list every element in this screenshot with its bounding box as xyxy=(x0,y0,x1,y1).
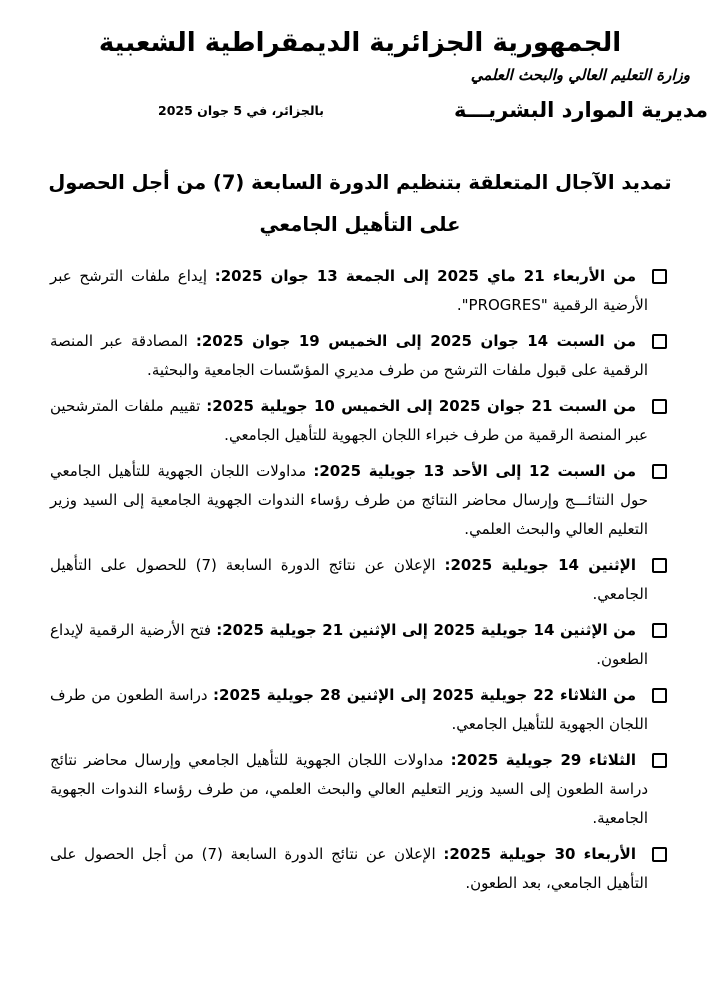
schedule-item-text xyxy=(50,397,648,444)
schedule-item-text xyxy=(50,462,648,538)
schedule-item xyxy=(0,746,720,833)
schedule-item xyxy=(0,327,720,385)
schedule-item-date: من الأربعاء 21 ماي 2025 إلى الجمعة 13 جوان 2025: xyxy=(214,267,636,285)
document-title xyxy=(0,162,720,246)
schedule-item-description: الإعلان عن نتائج الدورة السابعة (7) للحصول على التأهيل الجامعي. xyxy=(50,556,648,603)
schedule-item-description: إيداع ملفات الترشح عبر الأرضية الرقمية "PROGRES". xyxy=(50,267,648,314)
schedule-item-date: الثلاثاء 29 جويلية 2025: xyxy=(450,751,637,769)
checkbox-bullet-icon xyxy=(652,688,667,703)
schedule-item-text xyxy=(50,332,648,379)
schedule-item-date: من السبت 21 جوان 2025 إلى الخميس 10 جويلية 2025: xyxy=(206,397,636,415)
ministry-title: وزارة التعليم العالي والبحث العلمي xyxy=(470,66,690,84)
checkbox-bullet-icon xyxy=(652,399,667,414)
schedule-item-description: فتح الأرضية الرقمية لإيداع الطعون. xyxy=(50,621,648,668)
checkbox-bullet-icon xyxy=(652,847,667,862)
document-title-line2: على التأهيل الجامعي xyxy=(259,213,461,236)
schedule-item-text xyxy=(50,267,648,314)
document-title-line1: تمديد الآجال المتعلقة بتنظيم الدورة السابعة (7) من أجل الحصول xyxy=(48,171,672,194)
schedule-item-description: تقييم ملفات المترشحين عبر المنصة الرقمية من طرف خبراء اللجان الجهوية للتأهيل الجامعي. xyxy=(50,397,648,444)
checkbox-bullet-icon xyxy=(652,753,667,768)
schedule-item-text xyxy=(50,751,648,827)
schedule-item-description: مداولات اللجان الجهوية للتأهيل الجامعي وإرسال محاضر نتائج دراسة الطعون إلى السيد وزير التعليم العالي والبحث العلمي، من طرف رؤساء الندوات الجهوية الجامعية. xyxy=(50,751,648,827)
schedule-item-text xyxy=(50,845,648,892)
schedule-item-text xyxy=(50,556,648,603)
schedule-item-date: من السبت 14 جوان 2025 إلى الخميس 19 جوان 2025: xyxy=(195,332,636,350)
schedule-item-text xyxy=(50,686,648,733)
schedule-item-text xyxy=(50,621,648,668)
checkbox-bullet-icon xyxy=(652,558,667,573)
schedule-item-date: الأربعاء 30 جويلية 2025: xyxy=(443,845,636,863)
checkbox-bullet-icon xyxy=(652,269,667,284)
schedule-item xyxy=(0,262,720,320)
schedule-item-date: من الثلاثاء 22 جويلية 2025 إلى الإثنين 28 جويلية 2025: xyxy=(213,686,636,704)
schedule-item xyxy=(0,392,720,450)
schedule-item-date: من السبت 12 إلى الأحد 13 جويلية 2025: xyxy=(313,462,636,480)
schedule-item-date: من الإثنين 14 جويلية 2025 إلى الإثنين 21 جويلية 2025: xyxy=(216,621,636,639)
schedule-item xyxy=(0,840,720,898)
schedule-item xyxy=(0,457,720,544)
directorate-title: مديرية الموارد البشريـــة xyxy=(454,98,708,122)
schedule-item xyxy=(0,551,720,609)
checkbox-bullet-icon xyxy=(652,464,667,479)
schedule-item xyxy=(0,681,720,739)
schedule-item xyxy=(0,616,720,674)
schedule-item-description: مداولات اللجان الجهوية للتأهيل الجامعي حول النتائـــج وإرسال محاضر النتائج من طرف رؤساء الندوات الجهوية الجامعية إلى السيد وزير التعليم العالي والبحث العلمي. xyxy=(50,462,648,538)
schedule-item-description: دراسة الطعون من طرف اللجان الجهوية للتأهيل الجامعي. xyxy=(50,686,648,733)
checkbox-bullet-icon xyxy=(652,623,667,638)
schedule-item-description: المصادقة عبر المنصة الرقمية على قبول ملفات الترشح من طرف مديري المؤسّسات الجامعية والبحثية. xyxy=(50,332,648,379)
checkbox-bullet-icon xyxy=(652,334,667,349)
schedule-item-description: الإعلان عن نتائج الدورة السابعة (7) من أجل الحصول على التأهيل الجامعي، بعد الطعون. xyxy=(50,845,648,892)
republic-title: الجمهورية الجزائرية الديمقراطية الشعبية xyxy=(98,28,622,58)
schedule-item-date: الإثنين 14 جويلية 2025: xyxy=(444,556,636,574)
schedule-list xyxy=(0,262,720,898)
document-date: بالجزائر، في 5 جوان 2025 xyxy=(158,102,324,118)
header-row xyxy=(0,98,720,122)
